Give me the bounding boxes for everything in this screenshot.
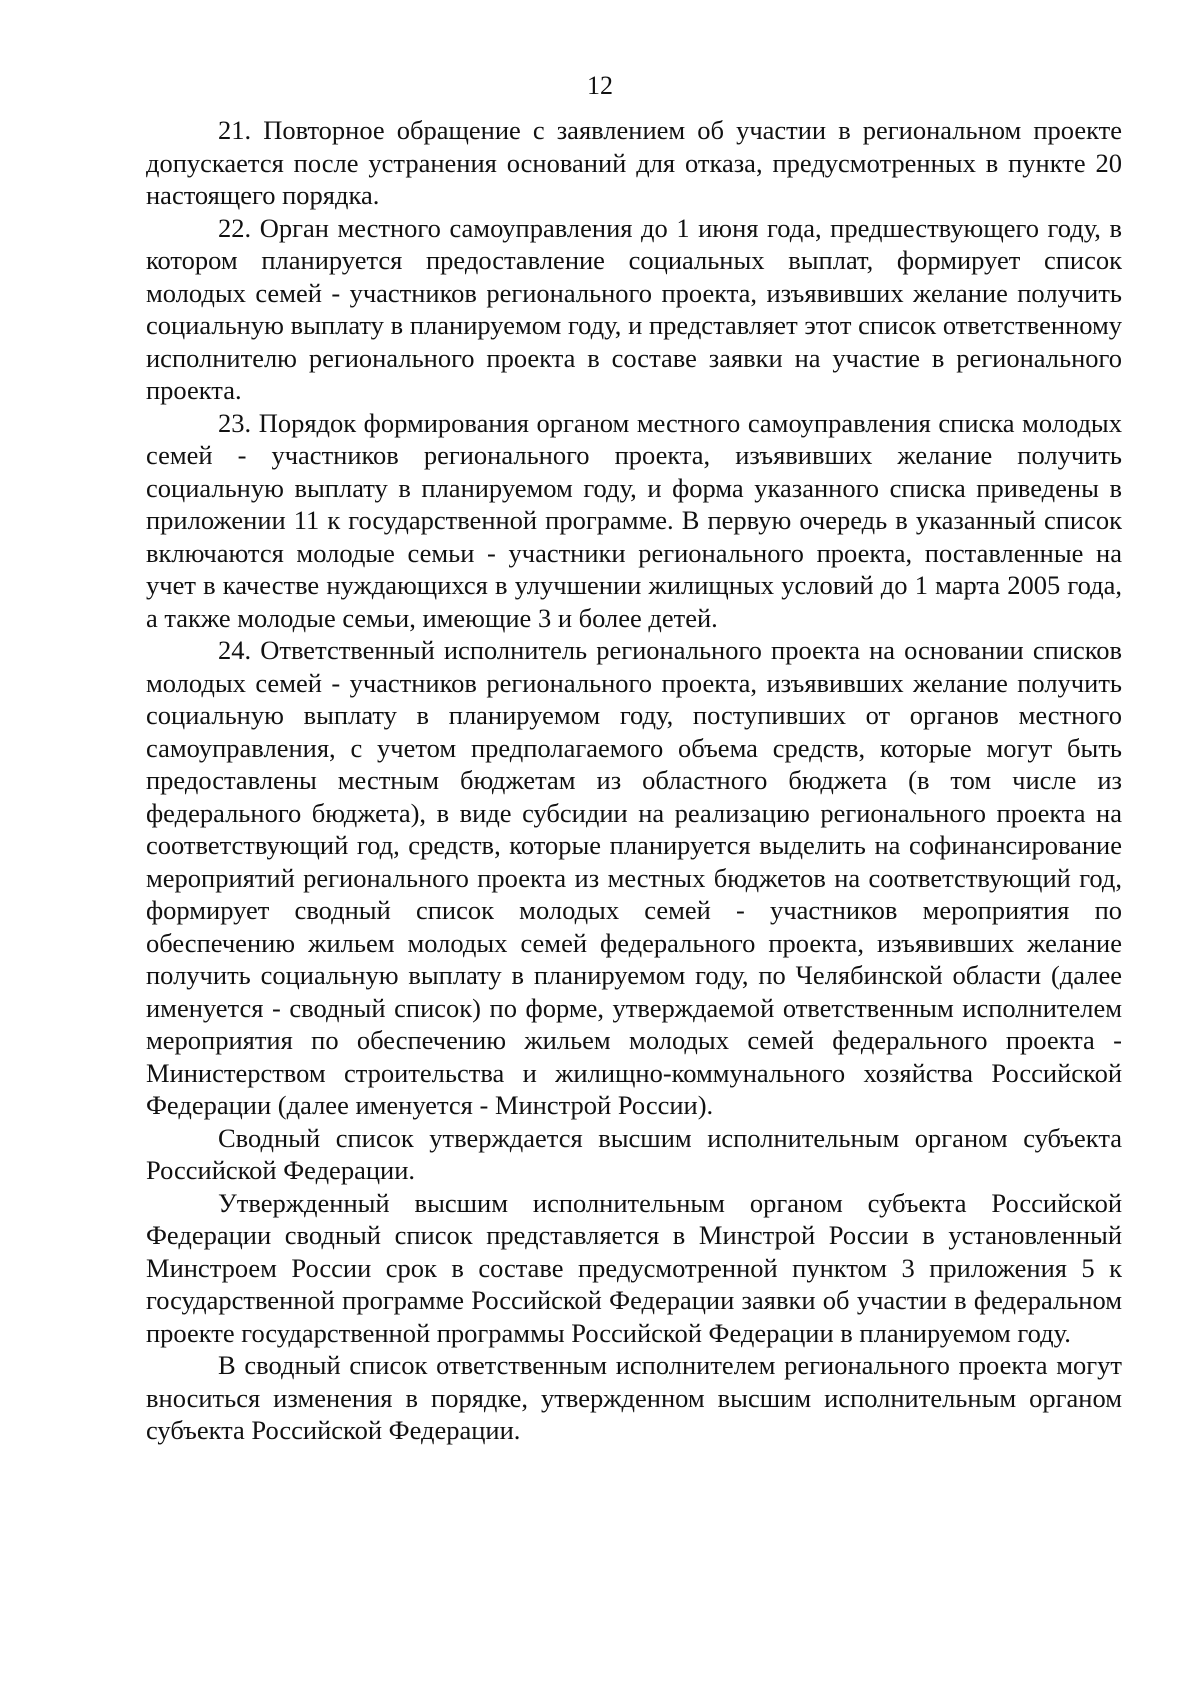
paragraph-summary-approval: Сводный список утверждается высшим исполнительным органом субъекта Российской Федерации. bbox=[146, 1122, 1122, 1185]
paragraph-22: 22. Орган местного самоуправления до 1 июня года, предшествующего году, в котором планируется предоставление социальных выплат, формирует список молодых семей - участников регионального проекта, изъявивших желание получить социальную выплату в планируемом году, и представляет этот список ответственному исполнителю регионального проекта в составе заявки на участие в регионального проекта. bbox=[146, 212, 1122, 405]
document-body bbox=[146, 114, 1122, 1447]
paragraph-24: 24. Ответственный исполнитель регионального проекта на основании списков молодых семей - участников регионального проекта, изъявивших желание получить социальную выплату в планируемом году, поступивших от органов местного самоуправления, с учетом предполагаемого объема средств, которые могут быть предоставлены местным бюджетам из областного бюджета (в том числе из федерального бюджета), в виде субсидии на реализацию регионального проекта на соответствующий год, средств, которые планируется выделить на софинансирование мероприятий регионального проекта из местных бюджетов на соответствующий год, формирует сводный список молодых семей - участников мероприятия по обеспечению жильем молодых семей федерального проекта, изъявивших желание получить социальную выплату в планируемом году, по Челябинской области (далее именуется - сводный список) по форме, утверждаемой ответственным исполнителем мероприятия по обеспечению жильем молодых семей федерального проекта - Министерством строительства и жилищно-коммунального хозяйства Российской Федерации (далее именуется - Минстрой России). bbox=[146, 635, 1122, 1120]
paragraph-summary-submission: Утвержденный высшим исполнительным органом субъекта Российской Федерации сводный список представляется в Минстрой России в установленный Минстроем России срок в составе предусмотренной пунктом 3 приложения 5 к государственной программе Российской Федерации заявки об участии в федеральном проекте государственной программы Российской Федерации в планируемом году. bbox=[146, 1187, 1122, 1348]
paragraph-23: 23. Порядок формирования органом местного самоуправления списка молодых семей - участников регионального проекта, изъявивших желание получить социальную выплату в планируемом году, и форма указанного списка приведены в приложении 11 к государственной программе. В первую очередь в указанный список включаются молодые семьи - участники регионального проекта, поставленные на учет в качестве нуждающихся в улучшении жилищных условий до 1 марта 2005 года, а также молодые семьи, имеющие 3 и более детей. bbox=[146, 407, 1122, 633]
paragraph-21: 21. Повторное обращение с заявлением об участии в региональном проекте допускается после устранения оснований для отказа, предусмотренных в пункте 20 настоящего порядка. bbox=[146, 115, 1122, 210]
paragraph-summary-changes: В сводный список ответственным исполнителем регионального проекта могут вноситься изменения в порядке, утвержденном высшим исполнительным органом субъекта Российской Федерации. bbox=[146, 1350, 1122, 1445]
page-number: 12 bbox=[587, 71, 613, 100]
